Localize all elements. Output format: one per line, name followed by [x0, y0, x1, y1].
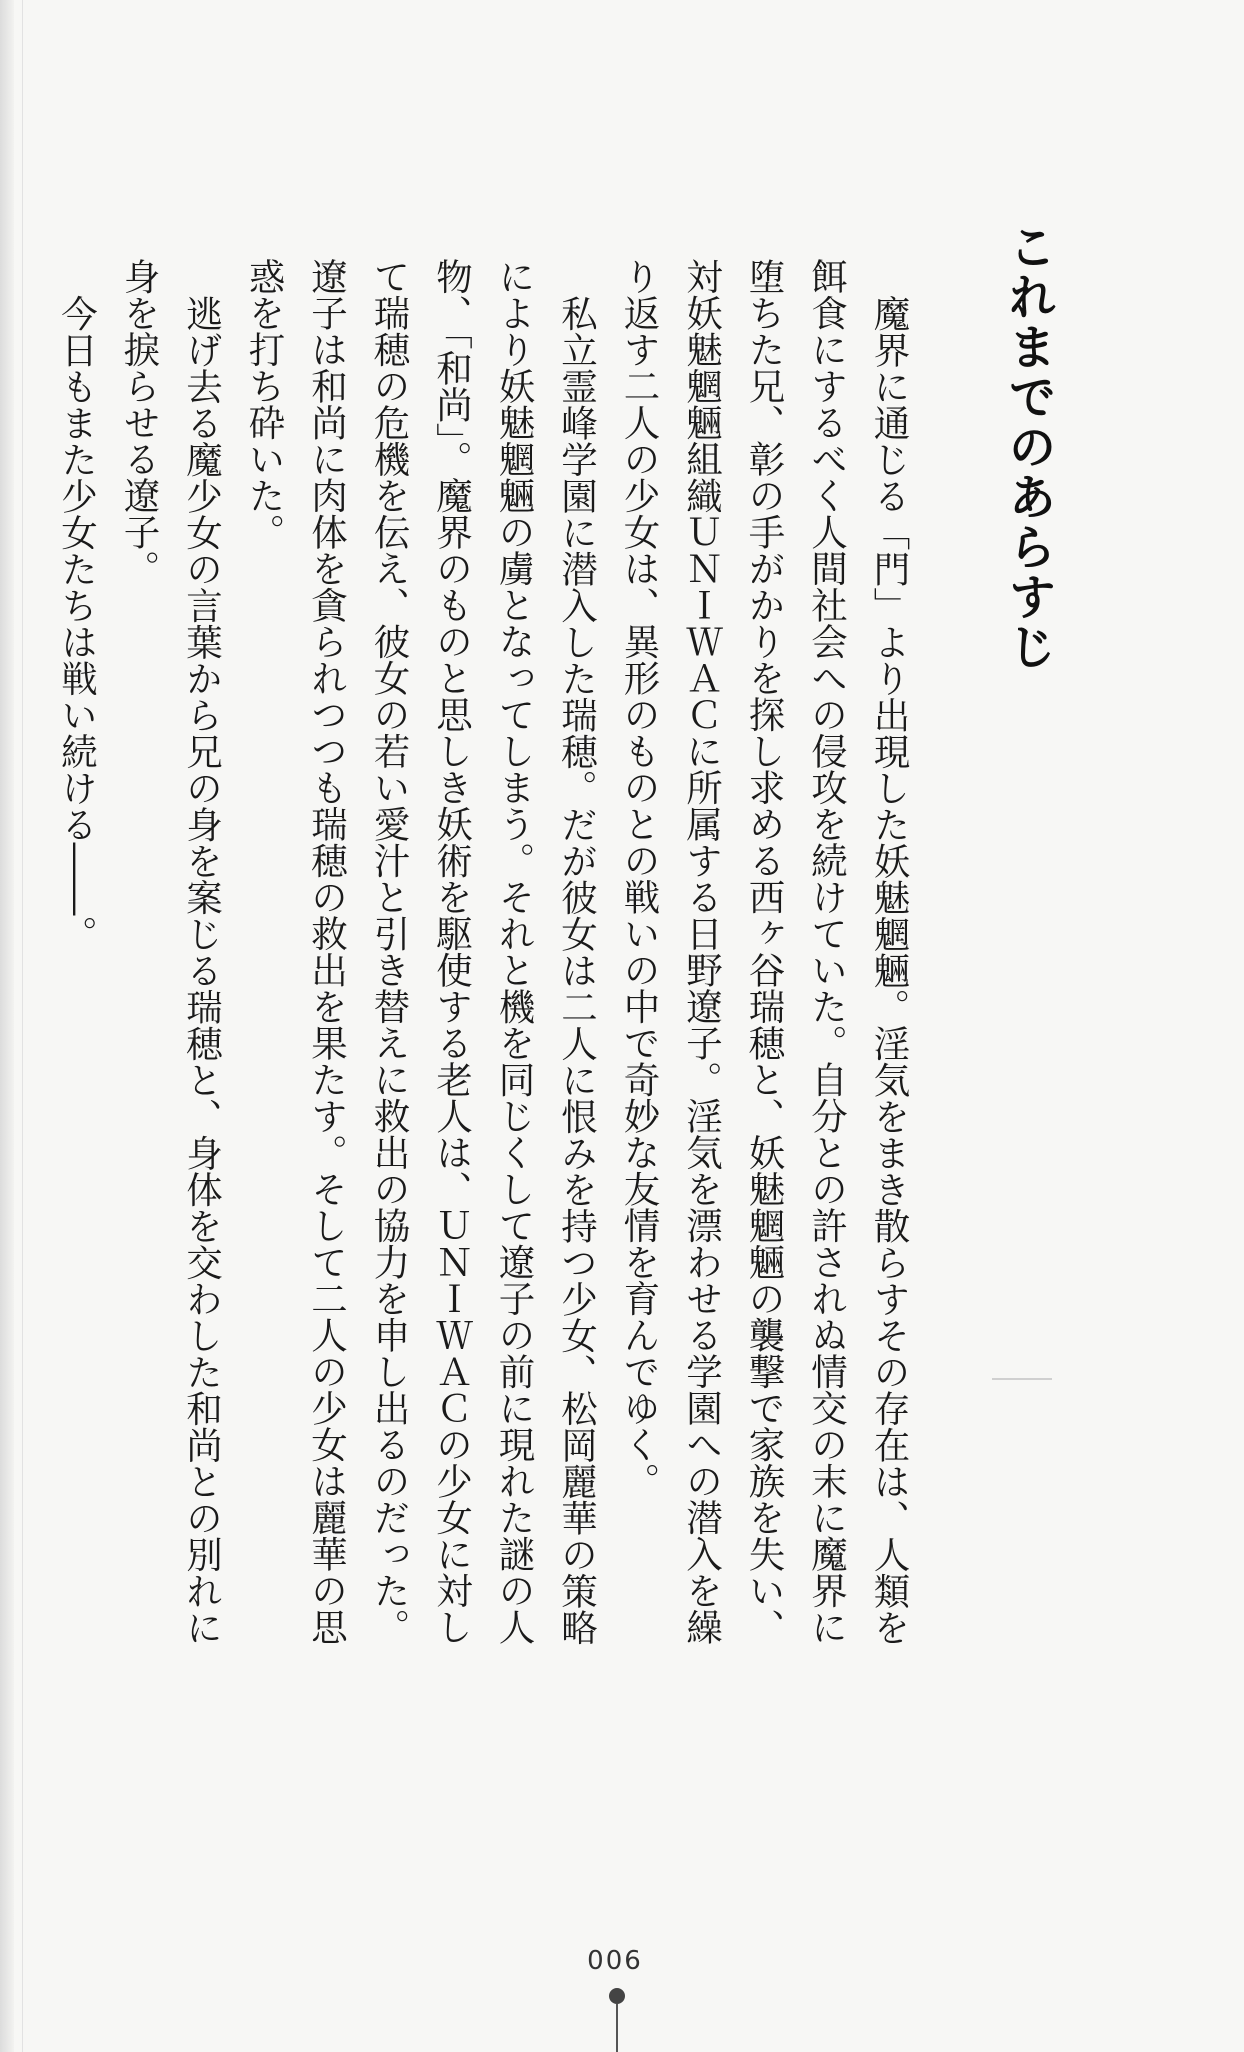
synopsis-body [55, 258, 920, 1678]
scan-mark [992, 1378, 1052, 1380]
paragraph: 逃げ去る魔少女の言葉から兄の身を案じる瑞穂と、身体を交わした和尚との別れに身を捩らせる遼子。 [118, 258, 224, 1645]
page-edge-line [22, 0, 23, 2052]
page-title: これまでのあらすじ [1000, 222, 1056, 672]
paragraph: 今日もまた少女たちは戦い続ける――。 [55, 294, 99, 952]
paragraph: 魔界に通じる「門」より出現した妖魅魍魎。淫気をまき散らすその存在は、人類を餌食にするべく人間社会への侵攻を続けていた。自分との許されぬ情交の末に魔界に堕ちた兄、彰の手がかりを探し求める西ヶ谷瑞穂と、妖魅魍魎の襲撃で家族を失い、対妖魅魍魎組織ＵＮＩＷＡＣに所属する日野遼子。淫気を漂わせる学園への潜入を繰り返す二人の少女は、異形のものとの戦いの中で奇妙な友情を育んでゆく。 [618, 258, 911, 1645]
paragraph: 私立霊峰学園に潜入した瑞穂。だが彼女は二人に恨みを持つ少女、松岡麗華の策略により妖魅魍魎の虜となってしまう。それと機を同じくして遼子の前に現れた謎の人物、「和尚」。魔界のものと思しき妖術を駆使する老人は、ＵＮＩＷＡＣの少女に対して瑞穂の危機を伝え、彼女の若い愛汁と引き替えに救出の協力を申し出るのだった。遼子は和尚に肉体を貪られつつも瑞穂の救出を果たす。そして二人の少女は麗華の思惑を打ち砕いた。 [243, 258, 599, 1645]
page-edge-shadow [0, 0, 14, 2052]
page-number: 006 [587, 1946, 643, 1976]
folio-dot-ornament [609, 1988, 625, 2004]
folio-line-ornament [616, 2004, 618, 2052]
